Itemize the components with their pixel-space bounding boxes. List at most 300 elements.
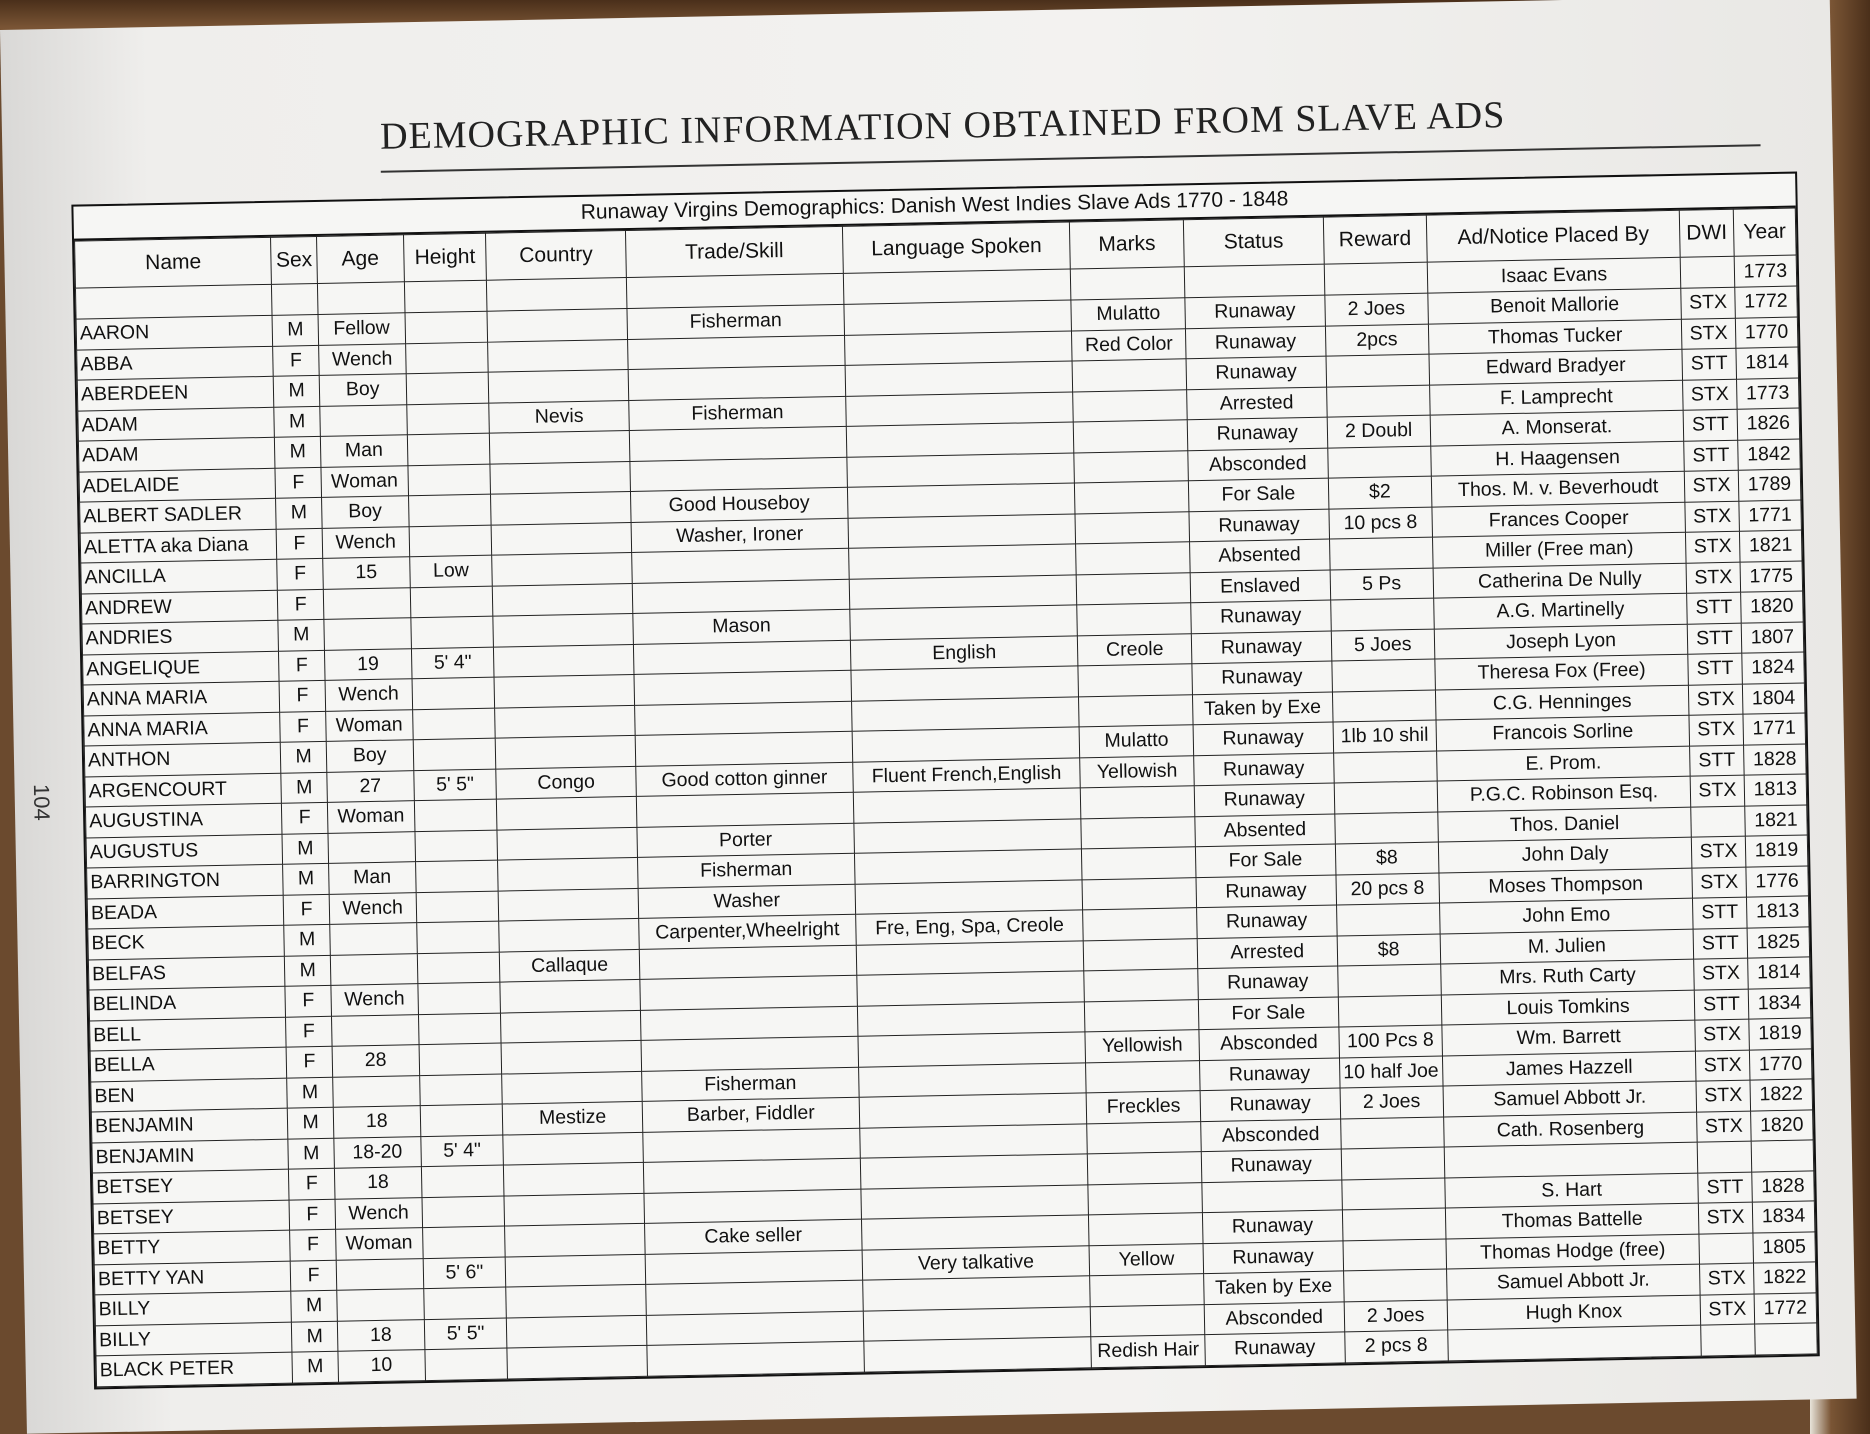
cell-sex: F bbox=[279, 650, 325, 681]
cell-placed-by: A. Monserat. bbox=[1430, 410, 1684, 445]
page-number: 104 bbox=[28, 783, 55, 821]
cell-height bbox=[408, 494, 491, 526]
cell-placed-by: Benoit Mallorie bbox=[1428, 288, 1682, 323]
cell-country bbox=[493, 583, 633, 616]
cell-year: 1770 bbox=[1749, 1048, 1812, 1080]
cell-trade bbox=[629, 426, 847, 461]
cell-placed-by: Samuel Abbott Jr. bbox=[1446, 1264, 1700, 1299]
cell-year: 1819 bbox=[1749, 1018, 1812, 1050]
cell-status: Absented bbox=[1195, 814, 1335, 847]
column-header: Country bbox=[486, 231, 626, 281]
cell-reward: 2 Joes bbox=[1344, 1299, 1448, 1331]
cell-reward: $8 bbox=[1337, 934, 1441, 966]
cell-language bbox=[854, 849, 1082, 884]
cell-language: Very talkative bbox=[862, 1245, 1090, 1280]
cell-height bbox=[416, 891, 499, 923]
cell-reward bbox=[1330, 598, 1434, 630]
cell-age: Woman bbox=[325, 709, 412, 741]
cell-trade bbox=[644, 1189, 862, 1224]
column-header: Ad/Notice Placed By bbox=[1426, 210, 1680, 262]
cell-year: 1813 bbox=[1746, 896, 1809, 928]
cell-trade: Washer bbox=[638, 884, 856, 919]
cell-language bbox=[857, 1001, 1085, 1036]
cell-status: Absconded bbox=[1204, 1301, 1344, 1334]
cell-age: Woman bbox=[327, 801, 414, 833]
cell-age bbox=[328, 831, 415, 863]
cell-country bbox=[501, 1010, 641, 1043]
cell-marks: Mulatto bbox=[1079, 725, 1193, 758]
cell-year: 1828 bbox=[1752, 1170, 1815, 1202]
cell-marks bbox=[1073, 389, 1187, 422]
cell-trade bbox=[643, 1158, 861, 1193]
cell-sex: F bbox=[290, 1229, 336, 1260]
cell-dwi bbox=[1699, 1233, 1753, 1265]
cell-language bbox=[851, 666, 1079, 701]
cell-status: Runaway bbox=[1185, 326, 1325, 359]
cell-placed-by: Moses Thompson bbox=[1439, 868, 1693, 903]
cell-sex: M bbox=[274, 375, 320, 406]
cell-dwi: STT bbox=[1683, 409, 1737, 441]
cell-age: Wench bbox=[325, 679, 412, 711]
cell-sex: M bbox=[272, 314, 318, 345]
cell-year: 1807 bbox=[1741, 621, 1804, 653]
column-header: DWI bbox=[1679, 209, 1734, 257]
column-header: Marks bbox=[1070, 220, 1185, 269]
cell-sex: M bbox=[288, 1107, 334, 1138]
cell-height bbox=[415, 830, 498, 862]
cell-age: Boy bbox=[326, 740, 413, 772]
cell-height bbox=[419, 1074, 502, 1106]
cell-country bbox=[494, 674, 634, 707]
cell-status: Absconded bbox=[1188, 448, 1328, 481]
cell-reward bbox=[1343, 1269, 1447, 1301]
cell-language bbox=[863, 1276, 1091, 1311]
cell-year: 1775 bbox=[1740, 561, 1803, 593]
cell-age bbox=[331, 1014, 418, 1046]
table-caption: Runaway Virgins Demographics: Danish West Indies Slave Ads 1770 - 1848 bbox=[73, 174, 1795, 241]
cell-age: Woman bbox=[321, 465, 408, 497]
cell-marks: Redish Hair bbox=[1091, 1335, 1205, 1368]
column-header: Name bbox=[75, 237, 272, 288]
cell-status: Runaway bbox=[1193, 722, 1333, 755]
column-header: Status bbox=[1183, 217, 1323, 267]
cell-status: Runaway bbox=[1194, 753, 1334, 786]
cell-language bbox=[853, 788, 1081, 823]
cell-country: Mestize bbox=[503, 1101, 643, 1134]
cell-name: BELINDA bbox=[89, 986, 286, 1020]
cell-marks bbox=[1087, 1121, 1201, 1154]
cell-year: 1789 bbox=[1738, 469, 1801, 501]
cell-country bbox=[504, 1162, 644, 1195]
cell-age: 18 bbox=[333, 1106, 420, 1138]
cell-height bbox=[406, 403, 489, 435]
cell-sex: M bbox=[292, 1321, 338, 1352]
cell-dwi: STX bbox=[1698, 1202, 1752, 1234]
cell-language bbox=[863, 1306, 1091, 1341]
cell-year: 1776 bbox=[1746, 865, 1809, 897]
cell-status: For Sale bbox=[1198, 996, 1338, 1029]
cell-name: BARRINGTON bbox=[87, 864, 284, 898]
cell-marks: Mulatto bbox=[1071, 298, 1185, 331]
cell-height: 5' 5" bbox=[413, 769, 496, 801]
cell-trade bbox=[640, 1006, 858, 1041]
cell-year: 1822 bbox=[1753, 1262, 1816, 1294]
cell-placed-by: S. Hart bbox=[1445, 1173, 1699, 1208]
cell-marks bbox=[1083, 908, 1197, 941]
cell-age bbox=[337, 1289, 424, 1321]
cell-dwi: STX bbox=[1697, 1111, 1751, 1143]
cell-name: ABERDEEN bbox=[77, 376, 274, 410]
cell-name: ANDREW bbox=[81, 590, 278, 624]
cell-marks: Freckles bbox=[1086, 1091, 1200, 1124]
cell-status: Taken by Exe bbox=[1204, 1271, 1344, 1304]
cell-placed-by: Thomas Battelle bbox=[1445, 1203, 1699, 1238]
cell-placed-by: Thomas Tucker bbox=[1428, 319, 1682, 354]
cell-marks bbox=[1079, 694, 1193, 727]
cell-name: AUGUSTUS bbox=[86, 834, 283, 868]
cell-country bbox=[493, 613, 633, 646]
cell-placed-by: James Hazzell bbox=[1442, 1051, 1696, 1086]
cell-age: Woman bbox=[335, 1228, 422, 1260]
cell-language bbox=[859, 1093, 1087, 1128]
cell-trade: Barber, Fiddler bbox=[642, 1097, 860, 1132]
cell-reward: 5 Joes bbox=[1331, 629, 1435, 661]
cell-year: 1771 bbox=[1739, 500, 1802, 532]
cell-name: BETSEY bbox=[92, 1169, 289, 1203]
cell-dwi: STT bbox=[1693, 897, 1747, 929]
cell-placed-by: H. Haagensen bbox=[1431, 441, 1685, 476]
cell-name: BETSEY bbox=[93, 1200, 290, 1234]
cell-status: Runaway bbox=[1202, 1210, 1342, 1243]
cell-name: ABBA bbox=[77, 346, 274, 380]
cell-country bbox=[487, 309, 627, 342]
cell-year: 1773 bbox=[1734, 255, 1797, 287]
cell-trade bbox=[646, 1311, 864, 1346]
cell-dwi: STX bbox=[1681, 287, 1735, 319]
cell-age bbox=[320, 404, 407, 436]
cell-dwi: STT bbox=[1688, 653, 1742, 685]
cell-name: BEADA bbox=[87, 895, 284, 929]
cell-sex: M bbox=[287, 1077, 333, 1108]
cell-status: Runaway bbox=[1203, 1240, 1343, 1273]
cell-language bbox=[846, 422, 1074, 457]
cell-dwi: STX bbox=[1686, 531, 1740, 563]
cell-trade: Fisherman bbox=[641, 1067, 859, 1102]
cell-language: Fluent French,English bbox=[853, 757, 1081, 792]
cell-country bbox=[492, 552, 632, 585]
cell-trade: Cake seller bbox=[644, 1219, 862, 1254]
cell-height bbox=[408, 464, 491, 496]
cell-placed-by: Louis Tomkins bbox=[1441, 990, 1695, 1025]
cell-placed-by bbox=[1444, 1142, 1698, 1177]
cell-sex: F bbox=[280, 711, 326, 742]
page-title: DEMOGRAPHIC INFORMATION OBTAINED FROM SLAVE ADS bbox=[379, 94, 1506, 158]
cell-age: 15 bbox=[323, 557, 410, 589]
column-header: Trade/Skill bbox=[625, 226, 843, 277]
cell-name: BENJAMIN bbox=[92, 1139, 289, 1173]
cell-language bbox=[851, 696, 1079, 731]
cell-year: 1805 bbox=[1753, 1231, 1816, 1263]
cell-status: Runaway bbox=[1192, 661, 1332, 694]
cell-age bbox=[330, 953, 417, 985]
cell-country bbox=[499, 918, 639, 951]
cell-year: 1814 bbox=[1748, 957, 1811, 989]
cell-height bbox=[422, 1226, 505, 1258]
cell-language bbox=[849, 574, 1077, 609]
cell-trade: Fisherman bbox=[637, 853, 855, 888]
cell-age bbox=[324, 618, 411, 650]
cell-country bbox=[504, 1193, 644, 1226]
cell-reward bbox=[1332, 690, 1436, 722]
cell-year: 1772 bbox=[1754, 1292, 1817, 1324]
cell-year: 1821 bbox=[1739, 530, 1802, 562]
cell-marks bbox=[1085, 999, 1199, 1032]
cell-placed-by: E. Prom. bbox=[1437, 746, 1691, 781]
cell-reward: 2 pcs 8 bbox=[1344, 1330, 1448, 1362]
cell-height bbox=[415, 860, 498, 892]
cell-trade: Fisherman bbox=[627, 304, 845, 339]
cell-trade bbox=[635, 731, 853, 766]
cell-height bbox=[416, 921, 499, 953]
cell-country: Callaque bbox=[500, 949, 640, 982]
cell-country bbox=[498, 888, 638, 921]
cell-placed-by: Thos. Daniel bbox=[1438, 807, 1692, 842]
cell-dwi: STX bbox=[1696, 1080, 1750, 1112]
cell-height bbox=[421, 1165, 504, 1197]
cell-sex: M bbox=[282, 833, 328, 864]
cell-marks bbox=[1081, 786, 1195, 819]
cell-status: Absconded bbox=[1201, 1118, 1341, 1151]
cell-trade bbox=[632, 579, 850, 614]
cell-language bbox=[844, 330, 1072, 365]
cell-name: ANTHON bbox=[84, 742, 281, 776]
cell-marks bbox=[1072, 359, 1186, 392]
cell-country: Congo bbox=[496, 766, 636, 799]
cell-name: ANNA MARIA bbox=[84, 712, 281, 746]
column-header: Sex bbox=[271, 236, 317, 284]
cell-trade bbox=[645, 1250, 863, 1285]
cell-age bbox=[330, 923, 417, 955]
cell-country bbox=[500, 979, 640, 1012]
cell-dwi: STX bbox=[1686, 562, 1740, 594]
column-header: Age bbox=[316, 235, 404, 284]
cell-dwi: STX bbox=[1689, 714, 1743, 746]
cell-year: 1828 bbox=[1743, 743, 1806, 775]
cell-name: ANDRIES bbox=[82, 620, 279, 654]
cell-year: 1824 bbox=[1742, 652, 1805, 684]
cell-year: 1834 bbox=[1752, 1201, 1815, 1233]
cell-sex: M bbox=[281, 741, 327, 772]
cell-year: 1813 bbox=[1744, 774, 1807, 806]
cell-name: ANCILLA bbox=[81, 559, 278, 593]
cell-trade bbox=[641, 1036, 859, 1071]
cell-reward bbox=[1341, 1177, 1445, 1209]
cell-status: Absconded bbox=[1199, 1027, 1339, 1060]
cell-dwi: STX bbox=[1696, 1050, 1750, 1082]
cell-dwi: STT bbox=[1690, 745, 1744, 777]
cell-year: 1820 bbox=[1750, 1109, 1813, 1141]
cell-height bbox=[423, 1287, 506, 1319]
cell-dwi: STX bbox=[1684, 470, 1738, 502]
cell-year: 1842 bbox=[1738, 439, 1801, 471]
cell-name: BETTY bbox=[94, 1230, 291, 1264]
cell-dwi: STT bbox=[1682, 348, 1736, 380]
cell-language bbox=[864, 1337, 1092, 1372]
cell-age bbox=[336, 1258, 423, 1290]
cell-name: BENJAMIN bbox=[91, 1108, 288, 1142]
cell-status bbox=[1202, 1179, 1342, 1212]
cell-sex: F bbox=[289, 1168, 335, 1199]
cell-name: BEN bbox=[91, 1078, 288, 1112]
cell-reward: 2pcs bbox=[1325, 324, 1429, 356]
cell-country bbox=[498, 857, 638, 890]
cell-height: 5' 4" bbox=[411, 647, 494, 679]
cell-reward bbox=[1331, 659, 1435, 691]
cell-age: Fellow bbox=[318, 313, 405, 345]
cell-marks bbox=[1077, 603, 1191, 636]
cell-sex: F bbox=[286, 1046, 332, 1077]
cell-trade: Fisherman bbox=[629, 396, 847, 431]
cell-trade bbox=[627, 335, 845, 370]
column-header: Reward bbox=[1323, 215, 1427, 264]
cell-country bbox=[488, 339, 628, 372]
cell-country bbox=[491, 522, 631, 555]
cell-marks: Red Color bbox=[1072, 328, 1186, 361]
cell-reward bbox=[1326, 385, 1430, 417]
cell-age: 18-20 bbox=[334, 1136, 421, 1168]
cell-height bbox=[419, 1043, 502, 1075]
cell-name: ADELAIDE bbox=[79, 468, 276, 502]
cell-status: Runaway bbox=[1198, 966, 1338, 999]
cell-status: Runaway bbox=[1191, 600, 1331, 633]
cell-country bbox=[496, 735, 636, 768]
cell-status: Runaway bbox=[1194, 783, 1334, 816]
cell-placed-by: John Daly bbox=[1438, 837, 1692, 872]
cell-placed-by: Thomas Hodge (free) bbox=[1446, 1234, 1700, 1269]
cell-marks bbox=[1074, 450, 1188, 483]
cell-sex: F bbox=[277, 558, 323, 589]
cell-country bbox=[490, 430, 630, 463]
cell-trade bbox=[639, 945, 857, 980]
cell-language bbox=[849, 544, 1077, 579]
cell-reward bbox=[1337, 964, 1441, 996]
cell-reward: $8 bbox=[1335, 842, 1439, 874]
cell-sex: F bbox=[275, 467, 321, 498]
cell-dwi: STX bbox=[1695, 1019, 1749, 1051]
cell-reward bbox=[1340, 1116, 1444, 1148]
cell-reward bbox=[1343, 1238, 1447, 1270]
cell-country bbox=[497, 796, 637, 829]
cell-sex: M bbox=[283, 863, 329, 894]
cell-language bbox=[856, 940, 1084, 975]
cell-year: 1770 bbox=[1735, 317, 1798, 349]
cell-trade bbox=[636, 792, 854, 827]
cell-placed-by: Edward Bradyer bbox=[1429, 349, 1683, 384]
cell-trade: Porter bbox=[637, 823, 855, 858]
cell-placed-by: Mrs. Ruth Carty bbox=[1441, 959, 1695, 994]
cell-marks bbox=[1081, 816, 1195, 849]
cell-marks bbox=[1075, 481, 1189, 514]
cell-status: For Sale bbox=[1188, 478, 1328, 511]
cell-trade bbox=[646, 1280, 864, 1315]
cell-sex: M bbox=[285, 955, 331, 986]
cell-reward: 2 Joes bbox=[1324, 293, 1428, 325]
cell-placed-by: Joseph Lyon bbox=[1434, 624, 1688, 659]
cell-dwi: STT bbox=[1687, 592, 1741, 624]
cell-dwi: STX bbox=[1691, 836, 1745, 868]
cell-name: AARON bbox=[76, 315, 273, 349]
cell-placed-by: Isaac Evans bbox=[1427, 257, 1681, 293]
cell-country bbox=[506, 1284, 646, 1317]
cell-placed-by: Thos. M. v. Beverhoudt bbox=[1431, 471, 1685, 506]
cell-age bbox=[323, 587, 410, 619]
cell-height bbox=[413, 738, 496, 770]
cell-name: BETTY YAN bbox=[94, 1261, 291, 1295]
cell-age: Man bbox=[320, 435, 407, 467]
cell-height bbox=[410, 586, 493, 618]
cell-language bbox=[844, 300, 1072, 335]
cell-sex: M bbox=[275, 436, 321, 467]
cell-placed-by: Samuel Abbott Jr. bbox=[1443, 1081, 1697, 1116]
cell-dwi: STX bbox=[1689, 684, 1743, 716]
cell-sex: F bbox=[286, 1016, 332, 1047]
cell-language bbox=[848, 513, 1076, 548]
cell-marks: Yellow bbox=[1089, 1243, 1203, 1276]
cell-status: For Sale bbox=[1195, 844, 1335, 877]
cell-marks bbox=[1090, 1274, 1204, 1307]
cell-height bbox=[422, 1196, 505, 1228]
cell-country bbox=[507, 1345, 647, 1378]
cell-reward bbox=[1329, 537, 1433, 569]
cell-name: BILLY bbox=[95, 1291, 292, 1325]
cell-placed-by: M. Julien bbox=[1440, 929, 1694, 964]
cell-language: English bbox=[850, 635, 1078, 670]
cell-marks: Yellowish bbox=[1085, 1030, 1199, 1063]
cell-marks bbox=[1091, 1304, 1205, 1337]
cell-reward bbox=[1327, 446, 1431, 478]
cell-year: 1820 bbox=[1740, 591, 1803, 623]
cell-language bbox=[861, 1184, 1089, 1219]
cell-language bbox=[852, 727, 1080, 762]
cell-year: 1804 bbox=[1742, 682, 1805, 714]
cell-marks bbox=[1086, 1060, 1200, 1093]
cell-dwi bbox=[1701, 1324, 1755, 1356]
cell-reward: 2 Joes bbox=[1340, 1086, 1444, 1118]
cell-language bbox=[845, 361, 1073, 396]
cell-status: Runaway bbox=[1187, 417, 1327, 450]
cell-height bbox=[409, 525, 492, 557]
cell-name: BILLY bbox=[95, 1322, 292, 1356]
cell-height bbox=[418, 1013, 501, 1045]
cell-name: AUGUSTINA bbox=[85, 803, 282, 837]
cell-name: ANNA MARIA bbox=[83, 681, 280, 715]
cell-age: 19 bbox=[324, 648, 411, 680]
cell-year: 1834 bbox=[1748, 987, 1811, 1019]
cell-name: ANGELIQUE bbox=[83, 651, 280, 685]
column-header: Year bbox=[1733, 208, 1796, 256]
cell-language bbox=[858, 1032, 1086, 1067]
cell-marks bbox=[1076, 572, 1190, 605]
cell-placed-by: John Emo bbox=[1439, 898, 1693, 933]
cell-dwi bbox=[1697, 1141, 1751, 1173]
cell-trade bbox=[640, 975, 858, 1010]
cell-trade: Good cotton ginner bbox=[636, 762, 854, 797]
cell-marks bbox=[1088, 1152, 1202, 1185]
cell-year: 1825 bbox=[1747, 926, 1810, 958]
cell-country bbox=[507, 1315, 647, 1348]
cell-sex: M bbox=[281, 772, 327, 803]
cell-name: BELFAS bbox=[88, 956, 285, 990]
